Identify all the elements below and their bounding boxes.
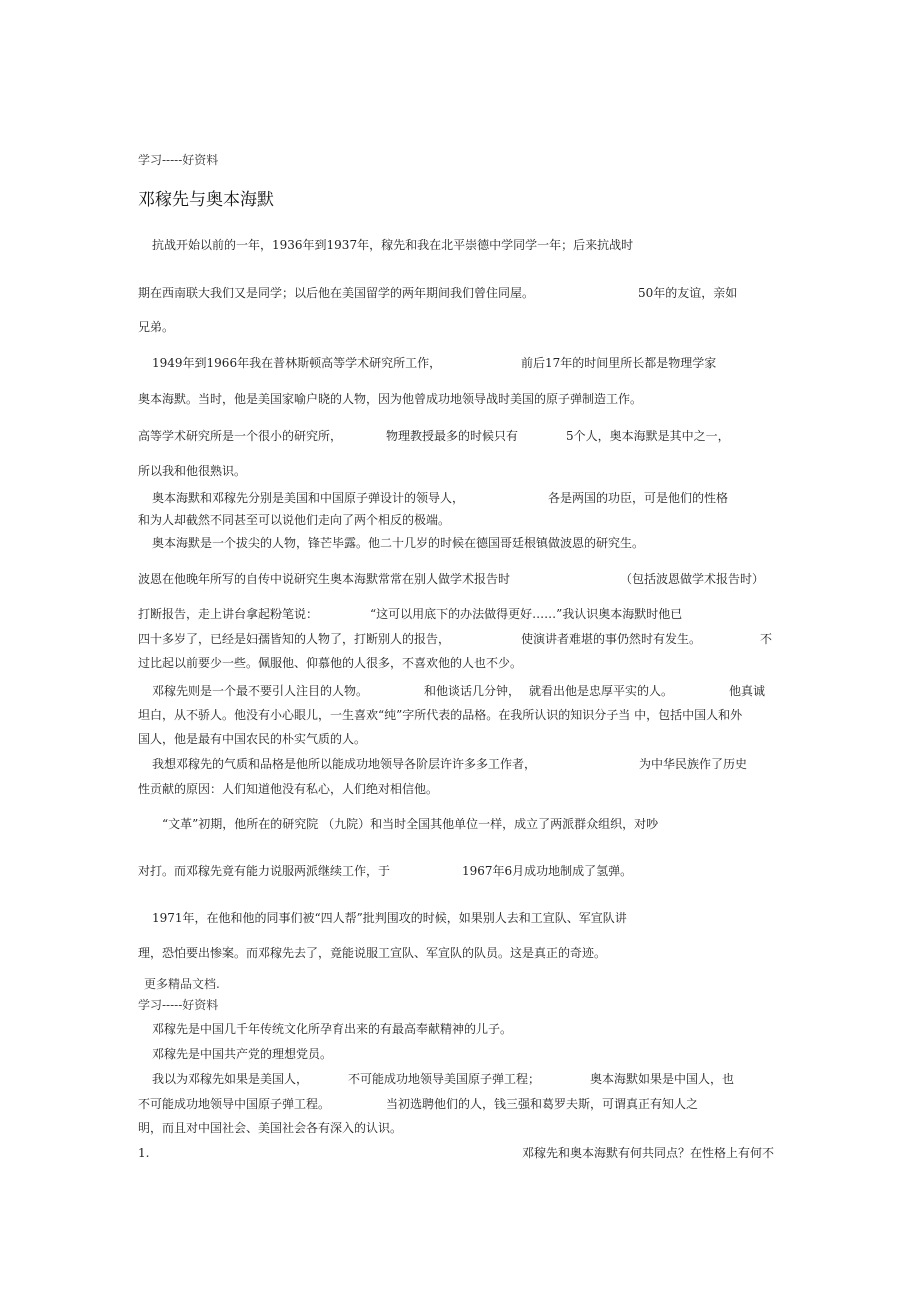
text-line: 奥本海默。当时，他是美国家喻户晓的人物，因为他曾成功地领导战时美国的原子弹制造工作。 — [138, 392, 643, 406]
text-line: 理，恐怕要出惨案。而邓稼先去了，竟能说服工宣队、军宣队的队员。这是真正的奇迹。 — [138, 946, 607, 960]
article-title: 邓稼先与奥本海默 — [138, 190, 274, 210]
text-line: 坦白，从不骄人。他没有小心眼儿，一生喜欢“纯”字所代表的品格。在我所认识的知识分子当 中，包括中国人和外 — [138, 708, 743, 722]
text-line: 邓稼先是中国共产党的理想党员。 — [152, 1047, 333, 1061]
text-line: 就看出他是忠厚平实的人。 — [529, 684, 674, 698]
text-line: 邓稼先是中国几千年传统文化所孕育出来的有最高奉献精神的儿子。 — [152, 1022, 513, 1036]
text-line: 1971年，在他和他的同事们被“四人帮”批判围攻的时候，如果别人去和工宣队、军宣队讲 — [152, 911, 627, 925]
text-line: 5个人，奥本海默是其中之一， — [566, 429, 730, 443]
text-line: 1967年6月成功地制成了氢弹。 — [462, 864, 633, 878]
text-line: 奥本海默是一个拔尖的人物，锋芒毕露。他二十几岁的时候在德国哥廷根镇做波恩的研究生。 — [152, 536, 645, 550]
text-line: 波恩在他晚年所写的自传中说研究生奥本海默常常在别人做学术报告时 — [138, 572, 511, 586]
text-line: 四十多岁了，已经是妇孺皆知的人物了，打断别人的报告， — [138, 632, 451, 646]
text-line: 抗战开始以前的一年，1936年到1937年，稼先和我在北平崇德中学同学一年；后来抗战时 — [152, 238, 634, 252]
text-line: 过比起以前要少一些。佩服他、仰慕他的人很多，不喜欢他的人也不少。 — [138, 656, 523, 670]
question-text: 邓稼先和奥本海默有何共同点？在性格上有何不 — [522, 1146, 775, 1160]
page-header-repeat: 学习-----好资料 — [138, 998, 219, 1012]
text-line: 奥本海默如果是中国人，也 — [590, 1072, 735, 1086]
text-line: 当初选聘他们的人，钱三强和葛罗夫斯，可谓真正有知人之 — [386, 1097, 699, 1111]
text-line: 为中华民族作了历史 — [639, 757, 748, 771]
text-line: 我以为邓稼先如果是美国人， — [152, 1072, 309, 1086]
text-line: 他真诚 — [729, 684, 766, 698]
text-line: 国人，他是最有中国农民的朴实气质的人。 — [138, 732, 367, 746]
text-line: “文革”初期，他所在的研究院 （九院）和当时全国其他单位一样，成立了两派群众组织，对吵 — [162, 817, 659, 831]
text-line: 不可能成功地领导美国原子弹工程； — [348, 1072, 541, 1086]
text-line: 所以我和他很熟识。 — [138, 464, 247, 478]
page-header: 学习-----好资料 — [138, 153, 219, 167]
text-line: 和他谈话几分钟， — [424, 684, 521, 698]
text-line: 前后17年的时间里所长都是物理学家 — [521, 356, 717, 370]
question-number: 1. — [138, 1146, 150, 1160]
text-line: 50年的友谊，亲如 — [638, 286, 738, 300]
text-line: 使演讲者难堪的事仍然时有发生。 — [521, 632, 702, 646]
text-line: “这可以用底下的办法做得更好……”我认识奥本海默时他已 — [370, 607, 683, 621]
text-line: 物理教授最多的时候只有 — [386, 429, 519, 443]
text-line: 1949年到1966年我在普林斯顿高等学术研究所工作， — [152, 356, 442, 370]
text-line: 对打。而邓稼先竟有能力说服两派继续工作，于 — [138, 864, 391, 878]
text-line: 奥本海默和邓稼先分别是美国和中国原子弹设计的领导人， — [152, 491, 465, 505]
footer-note: 更多精品文档. — [144, 977, 220, 991]
text-line: 兄弟。 — [138, 320, 175, 334]
text-line: 邓稼先则是一个最不要引人注目的人物。 — [152, 684, 369, 698]
text-line: 高等学术研究所是一个很小的研究所， — [138, 429, 343, 443]
text-line: 不可能成功地领导中国原子弹工程。 — [138, 1097, 331, 1111]
text-line: 我想邓稼先的气质和品格是他所以能成功地领导各阶层许许多多工作者， — [152, 757, 537, 771]
text-line: 不 — [760, 632, 773, 646]
text-line: 和为人却截然不同甚至可以说他们走向了两个相反的极端。 — [138, 513, 451, 527]
text-line: 各是两国的功臣，可是他们的性格 — [548, 491, 729, 505]
text-line: 明，而且对中国社会、美国社会各有深入的认识。 — [138, 1121, 403, 1135]
text-line: （包括波恩做学术报告时） — [620, 572, 765, 586]
text-line: 期在西南联大我们又是同学；以后他在美国留学的两年期间我们曾住同屋。 — [138, 286, 535, 300]
text-line: 打断报告，走上讲台拿起粉笔说： — [138, 607, 319, 621]
text-line: 性贡献的原因：人们知道他没有私心，人们绝对相信他。 — [138, 782, 439, 796]
